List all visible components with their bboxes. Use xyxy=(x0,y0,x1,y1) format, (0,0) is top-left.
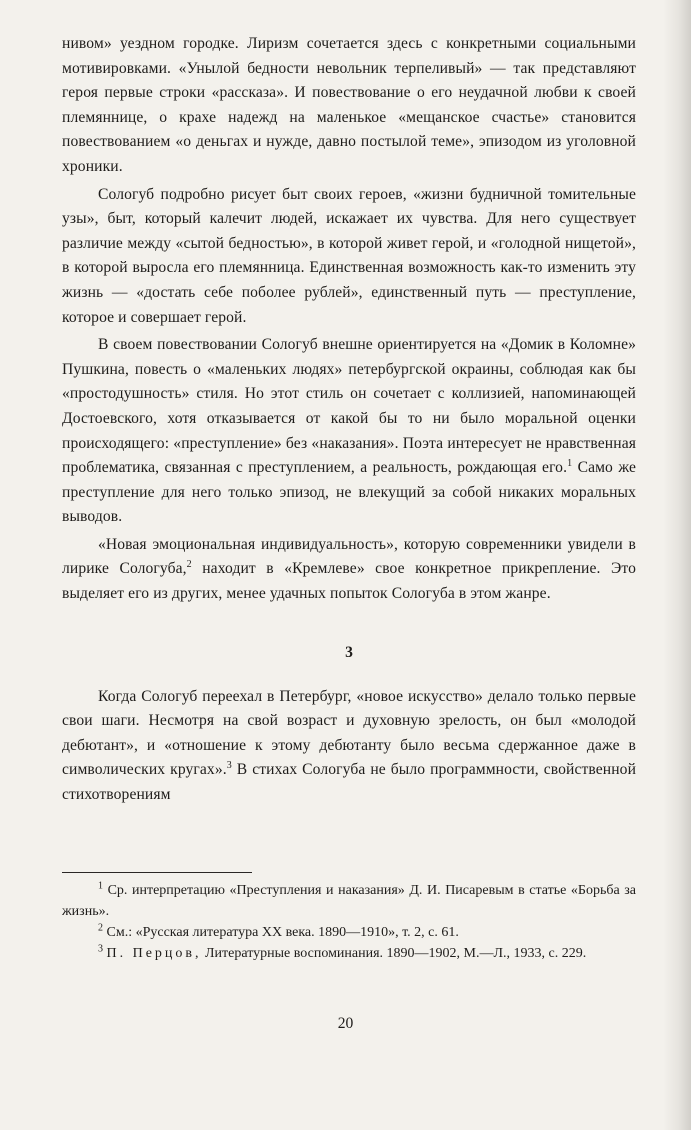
footnote-1-number: 1 xyxy=(98,880,103,892)
footnotes xyxy=(62,880,636,964)
footnote-3-text: Литературные воспоминания. 1890—1902, М.—Л., 1933, с. 229. xyxy=(205,946,587,961)
footnote-1-text: Ср. интерпретацию «Преступления и наказания» Д. И. Писаревым в статье «Борьба за жизнь». xyxy=(62,883,636,919)
footnote-1 xyxy=(62,880,636,922)
paragraph-1-text: нивом» уездном городке. Лиризм сочетается здесь с конкретными социальными мотивировками. «Унылой бедности невольник терпеливый» — так представляют героя первые строки «рассказа». И повествование о его неудачной любви к своей племяннице, о крахе надежд на маленькое «мещанское счастье» становится повествованием «о деньгах и нужде, давно постылой теме», эпизодом из уголовной хроники. xyxy=(62,35,636,175)
paragraph-5-text-a: Когда Сологуб переехал в Петербург, «новое искусство» делало только первые свои шаги. Несмотря на свой возраст и духовную зрелость, он был «молодой дебютант», и «отношение к этому дебютанту было весьма сдержанное даже в символических кругах». xyxy=(62,687,636,779)
footnote-3-number: 3 xyxy=(98,943,103,955)
page-edge-shadow xyxy=(663,0,691,1130)
paragraph-4-text-a: «Новая эмоциональная индивидуальность», которую современники увидели в лирике Сологуба, xyxy=(62,535,636,578)
paragraph-3 xyxy=(62,333,636,530)
paragraph-4-text-b: находит в «Кремлеве» свое конкретное прикрепление. Это выделяет его из других, менее удачных попыток Сологуба в этом жанре. xyxy=(62,560,636,603)
footnote-divider xyxy=(62,872,252,873)
section-number: 3 xyxy=(345,643,353,661)
footnote-2 xyxy=(62,922,636,943)
footnote-ref-3: 3 xyxy=(226,760,232,772)
paragraph-3-text-b: Само же преступление для него только эпизод, не влекущий за собой никаких моральных выводов. xyxy=(62,459,637,526)
footnote-ref-1: 1 xyxy=(567,457,573,469)
footnote-2-text: См.: «Русская литература XX века. 1890—1910», т. 2, с. 61. xyxy=(106,925,459,940)
paragraph-1 xyxy=(62,32,636,180)
page-number: 20 xyxy=(337,1015,354,1032)
footnote-2-number: 2 xyxy=(98,922,103,934)
main-text xyxy=(62,32,636,808)
paragraph-4 xyxy=(62,533,636,607)
paragraph-5-text-b: В стихах Сологуба не было программности, свойственной стихотворениям xyxy=(62,761,637,804)
paragraph-5 xyxy=(62,685,636,808)
footnote-ref-2: 2 xyxy=(186,559,192,571)
paragraph-2-text: Сологуб подробно рисует быт своих героев, «жизни будничной томительные узы», быт, который калечит людей, искажает их чувства. Для него существует различие между «сытой бедностью», в которой живет герой, и «голодной нищетой», в которой выросла его племянница. Единственная возможность как-то изменить эту жизнь — «достать себе поболее рублей», единственный путь — преступление, которое и совершает герой. xyxy=(62,185,636,326)
footnote-3 xyxy=(62,943,636,964)
paragraph-2 xyxy=(62,183,636,331)
paragraph-3-text-a: В своем повествовании Сологуб внешне ориентируется на «Домик в Коломне» Пушкина, повесть о «маленьких людях» петербургской окраины, соблюдая как бы «простодушность» стиля. Но этот стиль он сочетает с коллизией, напоминающей Достоевского, хотя отказывается от какой бы то ни было моральной оценки происходящего: «преступление» без «наказания». Поэта интересует не нравственная проблематика, связанная с преступлением, а реальность, рождающая его. xyxy=(62,336,636,477)
footnote-3-author: П. Перцов, xyxy=(106,946,202,961)
